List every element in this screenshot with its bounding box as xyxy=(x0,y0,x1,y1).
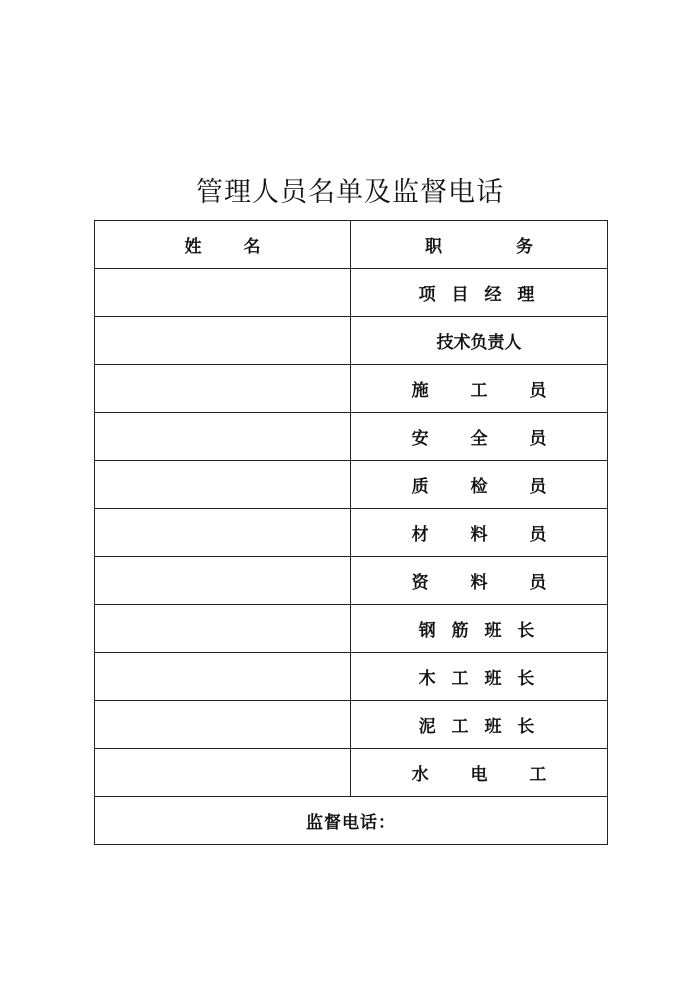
name-cell[interactable] xyxy=(95,365,351,413)
supervision-phone-cell[interactable] xyxy=(95,797,608,845)
table-row xyxy=(95,317,608,365)
table-row xyxy=(95,269,608,317)
table-row xyxy=(95,509,608,557)
position-cell: 项 目 经 理 xyxy=(351,269,608,317)
table-row xyxy=(95,605,608,653)
table-row xyxy=(95,653,608,701)
header-name: 姓 名 xyxy=(95,221,351,269)
header-position: 职 务 xyxy=(351,221,608,269)
table-row xyxy=(95,557,608,605)
table-row xyxy=(95,365,608,413)
position-cell: 钢 筋 班 长 xyxy=(351,605,608,653)
table-header-row xyxy=(95,221,608,269)
supervision-phone-row xyxy=(95,797,608,845)
position-cell: 技术负责人 xyxy=(351,317,608,365)
name-cell[interactable] xyxy=(95,461,351,509)
position-cell: 安 全 员 xyxy=(351,413,608,461)
position-cell: 施 工 员 xyxy=(351,365,608,413)
document-title: 管理人员名单及监督电话 xyxy=(196,177,504,209)
name-cell[interactable] xyxy=(95,557,351,605)
table-row xyxy=(95,413,608,461)
name-cell[interactable] xyxy=(95,269,351,317)
name-cell[interactable] xyxy=(95,413,351,461)
position-cell: 泥 工 班 长 xyxy=(351,701,608,749)
name-cell[interactable] xyxy=(95,317,351,365)
table-row xyxy=(95,461,608,509)
position-cell: 质 检 员 xyxy=(351,461,608,509)
table-row xyxy=(95,749,608,797)
name-cell[interactable] xyxy=(95,605,351,653)
name-cell[interactable] xyxy=(95,653,351,701)
supervision-phone-label: 监督电话： xyxy=(306,813,396,833)
name-cell[interactable] xyxy=(95,509,351,557)
name-cell[interactable] xyxy=(95,749,351,797)
position-cell: 材 料 员 xyxy=(351,509,608,557)
position-cell: 木 工 班 长 xyxy=(351,653,608,701)
staff-roster-table xyxy=(94,220,608,845)
name-cell[interactable] xyxy=(95,701,351,749)
position-cell: 资 料 员 xyxy=(351,557,608,605)
table-row xyxy=(95,701,608,749)
position-cell: 水 电 工 xyxy=(351,749,608,797)
